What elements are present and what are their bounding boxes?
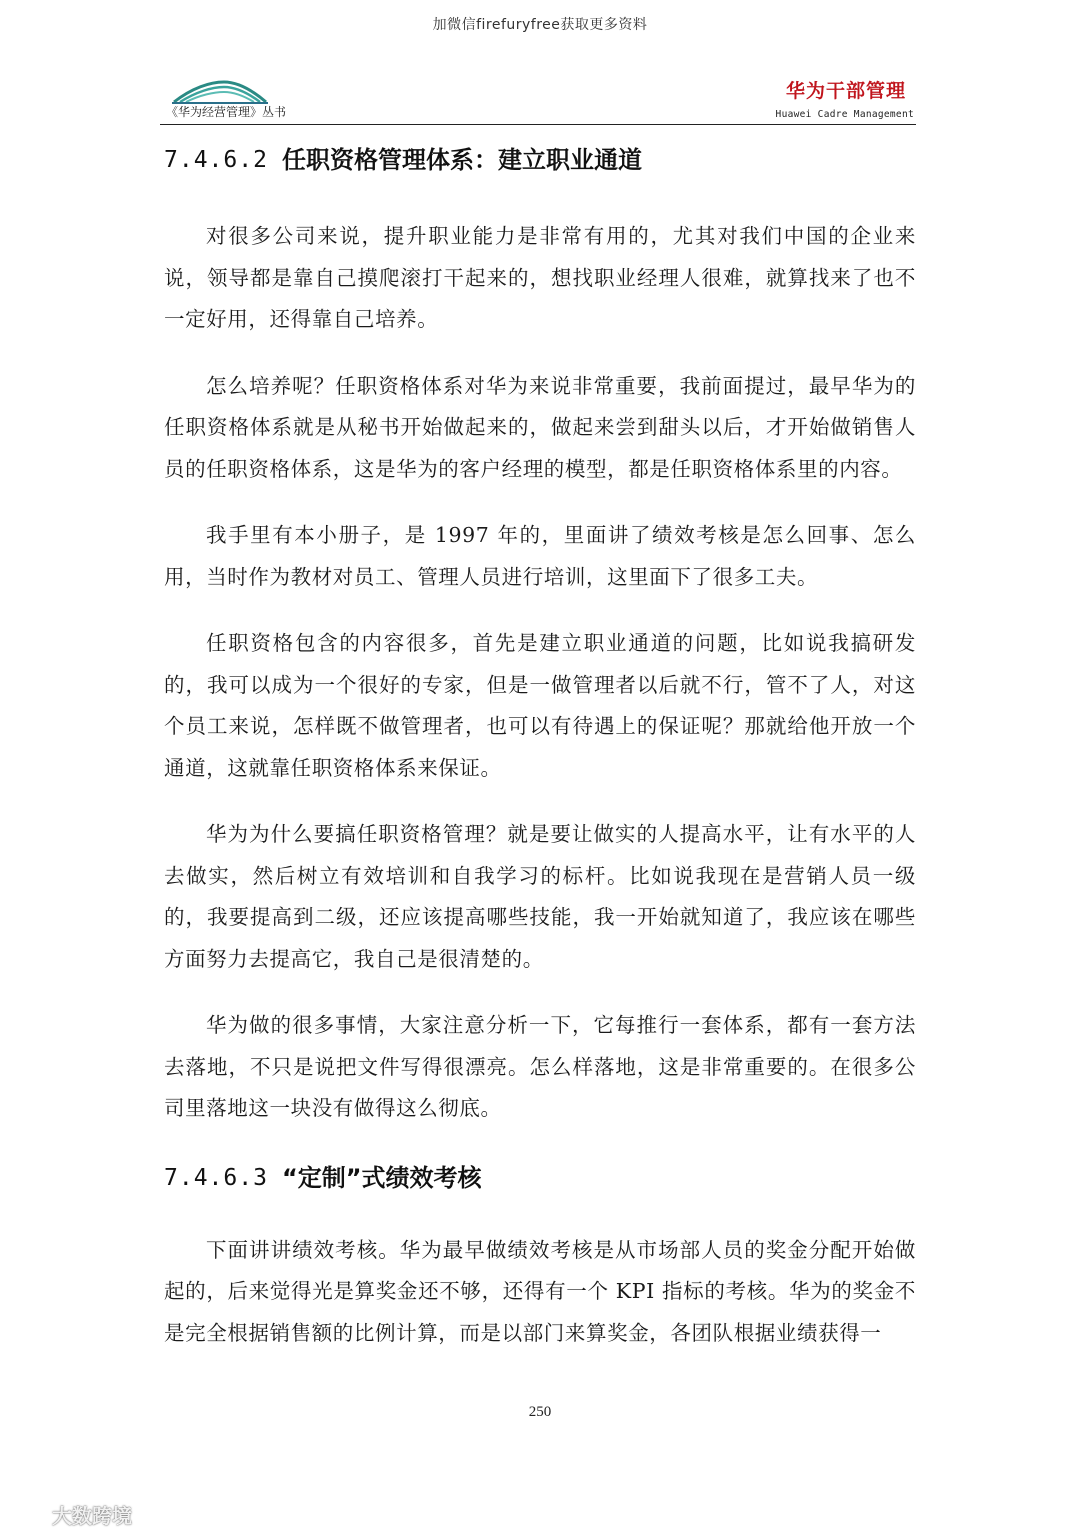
section-heading [164,138,916,182]
page-content [164,138,916,1354]
paragraph: 任职资格包含的内容很多，首先是建立职业通道的问题，比如说我搞研发的，我可以成为一个很好的专家，但是一做管理者以后就不行，管不了人，对这个员工来说，怎样既不做管理者，也可以有待遇上的保证呢？那就给他开放一个通道，这就靠任职资格体系来保证。 [164,631,916,780]
paragraph: 下面讲讲绩效考核。华为最早做绩效考核是从市场部人员的奖金分配开始做起的，后来觉得光是算奖金还不够，还得有一个 KPI 指标的考核。华为的奖金不是完全根据销售额的比例计算，而是以部门来算奖金，各团队根据业绩获得一 [164,1237,916,1345]
top-watermark-text: 加微信firefuryfree获取更多资料 [432,17,648,33]
brand-logo-icon [6,1502,46,1528]
paragraph: 我手里有本小册子，是 1997 年的，里面讲了绩效考核是怎么回事、怎么用，当时作为教材对员工、管理人员进行培训，这里面下了很多工夫。 [164,523,916,589]
paragraph: 华为做的很多事情，大家注意分析一下，它每推行一套体系，都有一套方法去落地，不只是说把文件写得很漂亮。怎么样落地，这是非常重要的。在很多公司里落地这一块没有做得这么彻底。 [164,1013,916,1120]
bottom-watermark-text: 大数跨境 [52,1504,132,1528]
paragraph: 对很多公司来说，提升职业能力是非常有用的，尤其对我们中国的企业来说，领导都是靠自己摸爬滚打干起来的，想找职业经理人很难，就算找来了也不一定好用，还得靠自己培养。 [164,224,916,331]
paragraph: 华为为什么要搞任职资格管理？就是要让做实的人提高水平，让有水平的人去做实，然后树立有效培训和自我学习的标杆。比如说我现在是营销人员一级的，我要提高到二级，还应该提高哪些技能，我一开始就知道了，我应该在哪些方面努力去提高它，我自己是很清楚的。 [164,822,916,971]
section-number: 7.4.6.2 [164,147,268,173]
section-title: “定制”式绩效考核 [282,1163,482,1192]
page-number: 250 [528,1404,552,1420]
book-title-english: Huawei Cadre Management [775,109,914,120]
section-title: 任职资格管理体系：建立职业通道 [282,146,642,174]
mountain-logo-icon [172,78,268,106]
bottom-watermark [6,1500,132,1529]
section-number: 7.4.6.3 [164,1164,268,1191]
book-title: 华为干部管理 [785,80,906,102]
page-header [160,70,916,125]
paragraph: 怎么培养呢？任职资格体系对华为来说非常重要，我前面提过，最早华为的任职资格体系就是从秘书开始做起来的，做起来尝到甜头以后，才开始做销售人员的任职资格体系，这是华为的客户经理的模型，都是任职资格体系里的内容。 [164,373,916,481]
series-title: 《华为经营管理》丛书 [166,105,287,119]
section-heading [164,1156,916,1200]
